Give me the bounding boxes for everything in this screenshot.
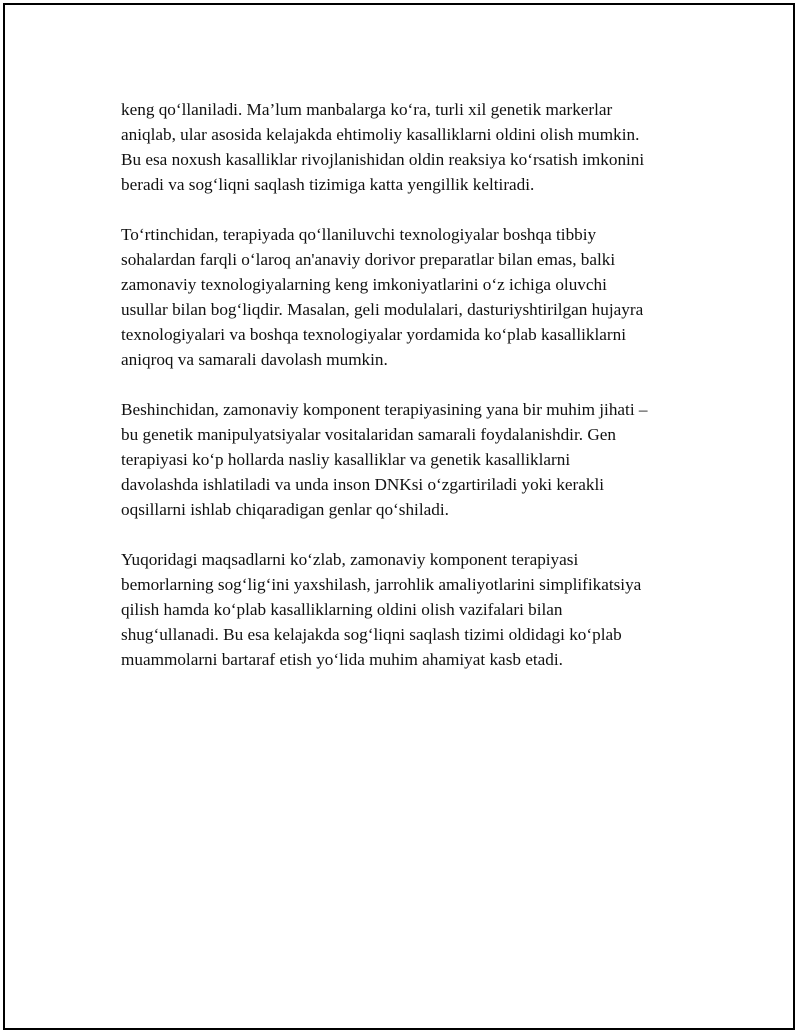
text-line: bu genetik manipulyatsiyalar vositalaridan samarali foydalanishdir. Gen (121, 425, 616, 444)
text-line: beradi va sog‘liqni saqlash tizimiga katta yengillik keltiradi. (121, 175, 535, 194)
text-line: shug‘ullanadi. Bu esa kelajakda sog‘liqni saqlash tizimi oldidagi ko‘plab (121, 625, 622, 644)
text-line: sohalardan farqli o‘laroq an'anaviy dorivor preparatlar bilan emas, balki (121, 250, 616, 269)
text-line: bemorlarning sog‘lig‘ini yaxshilash, jarrohlik amaliyotlarini simplifikatsiya (121, 575, 642, 594)
text-line: muammolarni bartaraf etish yo‘lida muhim ahamiyat kasb etadi. (121, 650, 563, 669)
page-frame (3, 3, 795, 1030)
text-line: qilish hamda ko‘plab kasalliklarning oldini olish vazifalari bilan (121, 600, 563, 619)
text-line: zamonaviy texnologiyalarning keng imkoniyatlarini o‘z ichiga oluvchi (121, 275, 607, 294)
text-line: aniqroq va samarali davolash mumkin. (121, 350, 388, 369)
text-line: Bu esa noxush kasalliklar rivojlanishidan oldin reaksiya ko‘rsatish imkonini (121, 150, 645, 169)
text-line: Beshinchidan, zamonaviy komponent terapiyasining yana bir muhim jihati – (121, 400, 648, 419)
text-line: aniqlab, ular asosida kelajakda ehtimoliy kasalliklarni oldini olish mumkin. (121, 125, 640, 144)
text-line: terapiyasi ko‘p hollarda nasliy kasalliklar va genetik kasalliklarni (121, 450, 571, 469)
paragraph-2 (121, 222, 701, 372)
paragraph-4 (121, 547, 701, 672)
text-line: davolashda ishlatiladi va unda inson DNKsi o‘zgartiriladi yoki kerakli (121, 475, 605, 494)
text-line: usullar bilan bog‘liqdir. Masalan, geli modulalari, dasturiyshtirilgan hujayra (121, 300, 644, 319)
paragraph-1 (121, 97, 701, 197)
paragraph-3 (121, 397, 701, 522)
document-body (121, 97, 701, 697)
text-line: Yuqoridagi maqsadlarni ko‘zlab, zamonaviy komponent terapiyasi (121, 550, 579, 569)
text-line: texnologiyalari va boshqa texnologiyalar yordamida ko‘plab kasalliklarni (121, 325, 626, 344)
text-line: oqsillarni ishlab chiqaradigan genlar qo‘shiladi. (121, 500, 449, 519)
text-line: keng qo‘llaniladi. Ma’lum manbalarga ko‘ra, turli xil genetik markerlar (121, 100, 613, 119)
text-line: To‘rtinchidan, terapiyada qo‘llaniluvchi texnologiyalar boshqa tibbiy (121, 225, 597, 244)
